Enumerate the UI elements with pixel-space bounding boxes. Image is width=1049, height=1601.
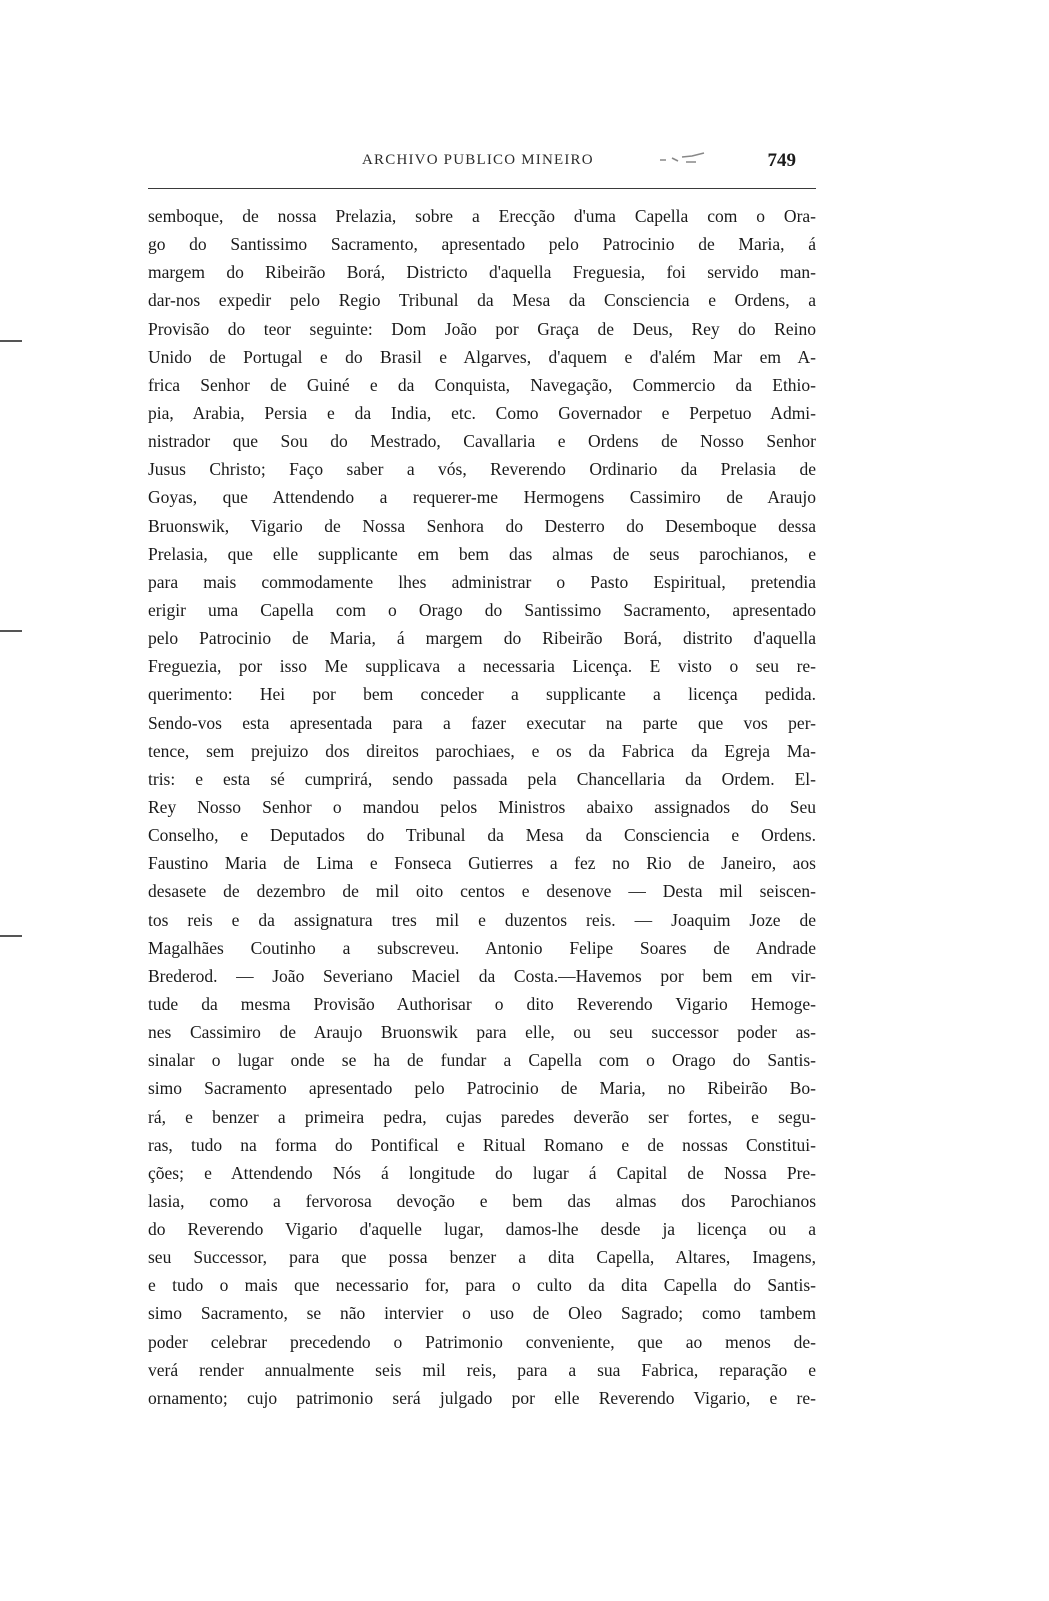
text-line: semboque, de nossa Prelazia, sobre a Erecção d'uma Capella com o Ora- [148, 206, 816, 226]
text-line: Provisão do teor seguinte: Dom João por Graça de Deus, Rey do Reino [148, 318, 816, 339]
text-line: margem do Ribeirão Borá, Districto d'aquella Freguesia, foi servido man- [148, 262, 816, 283]
text-line: verá render annualmente seis mil reis, para a sua Fabrica, reparação e [148, 1359, 816, 1380]
text-line: Conselho, e Deputados do Tribunal da Mesa da Consciencia e Ordens. [148, 825, 816, 846]
text-line: erigir uma Capella com o Orago do Santissimo Sacramento, apresentado [148, 599, 816, 620]
text-line: pia, Arabia, Persia e da India, etc. Como Governador e Perpetuo Admi- [148, 402, 816, 423]
text-line: ornamento; cujo patrimonio será julgado por elle Reverendo Vigario, e re- [148, 1387, 816, 1408]
text-line: ras, tudo na forma do Pontifical e Ritual Romano e de nossas Constitui- [148, 1134, 816, 1155]
text-line: para mais commodamente lhes administrar o Pasto Espiritual, pretendia [148, 571, 816, 592]
text-line: tude da mesma Provisão Authorisar o dito Reverendo Vigario Hemoge- [148, 993, 816, 1014]
text-line: Goyas, que Attendendo a requerer-me Hermogens Cassimiro de Araujo [148, 487, 816, 508]
text-line: nistrador que Sou do Mestrado, Cavallaria e Ordens de Nosso Senhor [148, 431, 816, 452]
running-header [148, 150, 816, 180]
text-line: do Reverendo Vigario d'aquelle lugar, damos-lhe desde ja licença ou a [148, 1219, 816, 1240]
margin-mark [0, 935, 22, 937]
text-line: Brederod. — João Severiano Maciel da Costa.—Havemos por bem em vir- [148, 965, 816, 986]
text-line: pelo Patrocinio de Maria, á margem do Ribeirão Borá, distrito d'aquella [148, 628, 816, 649]
text-line: desasete de dezembro de mil oito centos e desenove — Desta mil seiscen- [148, 881, 816, 902]
text-line: tence, sem prejuizo dos direitos parochiaes, e os da Fabrica da Egreja Ma- [148, 740, 816, 761]
text-line: seu Successor, para que possa benzer a dita Capella, Altares, Imagens, [148, 1247, 816, 1268]
margin-mark [0, 630, 22, 632]
text-line: Bruonswik, Vigario de Nossa Senhora do Desterro do Desemboque dessa [148, 515, 816, 536]
text-line: Prelasia, que elle supplicante em bem das almas de seus parochianos, e [148, 543, 816, 564]
text-line: lasia, como a fervorosa devoção e bem das almas dos Parochianos [148, 1190, 816, 1211]
text-line: tos reis e da assignatura tres mil e duzentos reis. — Joaquim Joze de [148, 909, 816, 930]
text-line: Magalhães Coutinho a subscreveu. Antonio Felipe Soares de Andrade [148, 937, 816, 958]
text-line: dar-nos expedir pelo Regio Tribunal da Mesa da Consciencia e Ordens, a [148, 290, 816, 311]
header-rule [148, 188, 816, 189]
text-line: tris: e esta sé cumprirá, sendo passada pela Chancellaria da Ordem. El- [148, 768, 816, 789]
text-line: querimento: Hei por bem conceder a supplicante a licença pedida. [148, 684, 816, 705]
text-line: frica Senhor de Guiné e da Conquista, Navegação, Commercio da Ethio- [148, 374, 816, 395]
text-line: Jusus Christo; Faço saber a vós, Reverendo Ordinario da Prelasia de [148, 459, 816, 480]
text-line: simo Sacramento apresentado pelo Patrocinio de Maria, no Ribeirão Bo- [148, 1078, 816, 1099]
text-line: Freguezia, por isso Me supplicava a necessaria Licença. E visto o seu re- [148, 656, 816, 677]
text-line: sinalar o lugar onde se ha de fundar a Capella com o Orago do Santis- [148, 1050, 816, 1071]
text-line: simo Sacramento, se não intervier o uso de Oleo Sagrado; como tambem [148, 1303, 816, 1324]
text-line: go do Santissimo Sacramento, apresentado pelo Patrocinio de Maria, á [148, 234, 816, 255]
page-number: 749 [767, 150, 796, 171]
text-line: Sendo-vos esta apresentada para a fazer executar na parte que vos per- [148, 712, 816, 733]
text-line: nes Cassimiro de Araujo Bruonswik para elle, ou seu successor poder as- [148, 1022, 816, 1043]
body-text [148, 202, 816, 1412]
running-title: ARCHIVO PUBLICO MINEIRO [362, 152, 594, 168]
text-line: Unido de Portugal e do Brasil e Algarves, d'aquem e d'além Mar em A- [148, 346, 816, 367]
ink-smudge-mark [652, 148, 712, 168]
text-line: rá, e benzer a primeira pedra, cujas paredes deverão ser fortes, e segu- [148, 1106, 816, 1127]
text-line: ções; e Attendendo Nós á longitude do lugar á Capital de Nossa Pre- [148, 1162, 816, 1183]
text-line: Rey Nosso Senhor o mandou pelos Ministros abaixo assignados do Seu [148, 796, 816, 817]
margin-mark [0, 340, 22, 342]
text-line: poder celebrar precedendo o Patrimonio conveniente, que ao menos de- [148, 1331, 816, 1352]
text-line: Faustino Maria de Lima e Fonseca Gutierres a fez no Rio de Janeiro, aos [148, 853, 816, 874]
text-line: e tudo o mais que necessario for, para o culto da dita Capella do Santis- [148, 1275, 816, 1296]
